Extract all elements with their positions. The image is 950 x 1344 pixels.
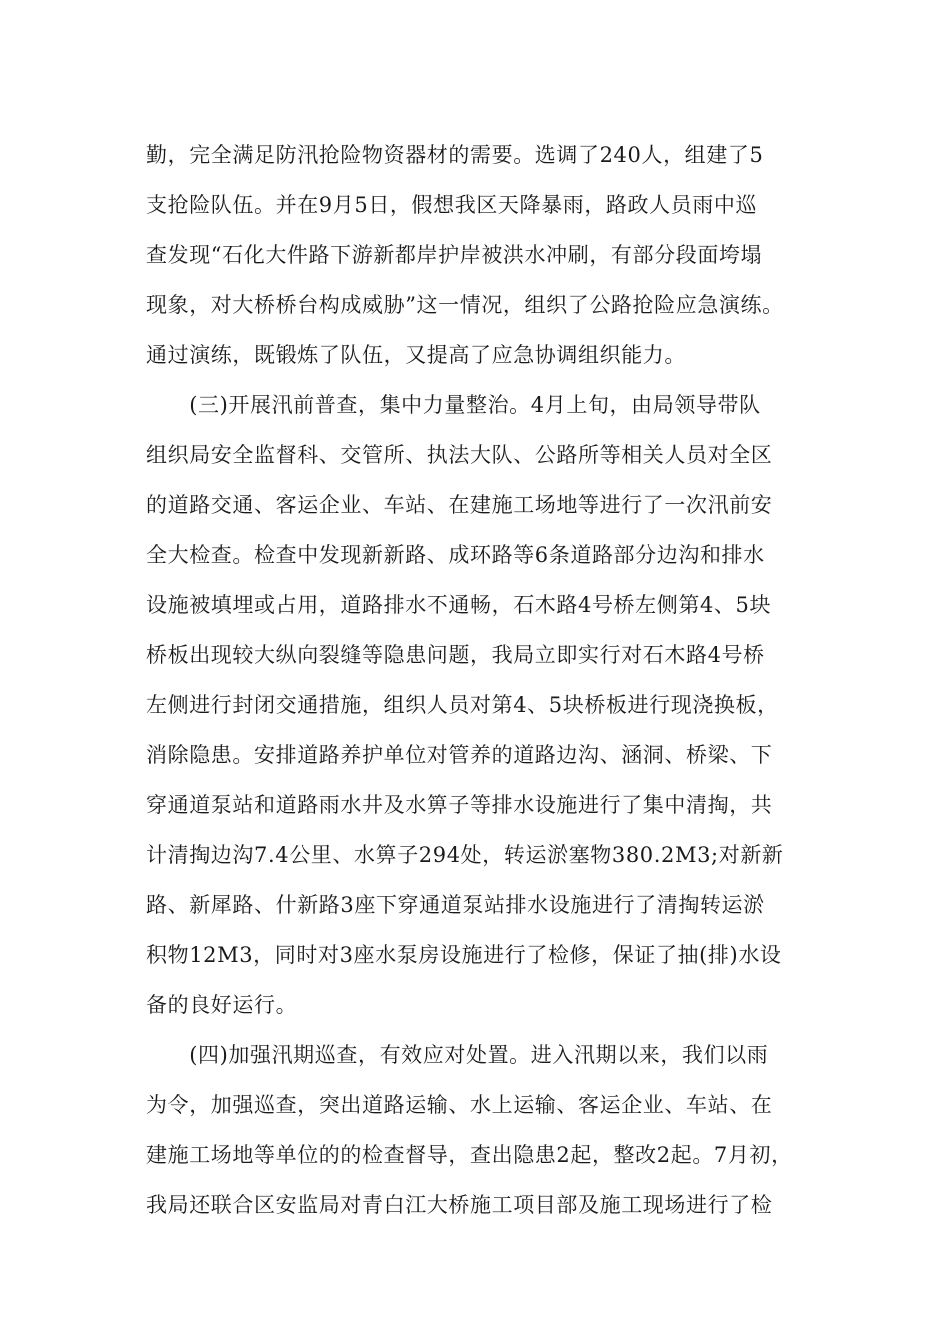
text-line: 左侧进行封闭交通措施，组织人员对第4、5块桥板进行现浇换板， bbox=[146, 693, 779, 717]
text-line: 消除隐患。安排道路养护单位对管养的道路边沟、涵洞、桥梁、下 bbox=[146, 743, 773, 767]
section-heading-line: (三)开展汛前普查，集中力量整治。4月上旬，由局领导带队 bbox=[146, 393, 761, 417]
text-line: 组织局安全监督科、交管所、执法大队、公路所等相关人员对全区 bbox=[146, 443, 773, 467]
text-line: 的道路交通、客运企业、车站、在建施工场地等进行了一次汛前安 bbox=[146, 493, 773, 517]
text-line: 备的良好运行。 bbox=[146, 993, 298, 1017]
text-line: 积物12M3，同时对3座水泵房设施进行了检修，保证了抽(排)水设 bbox=[146, 943, 782, 967]
text-line: 现象，对大桥桥台构成威胁”这一情况，组织了公路抢险应急演练。 bbox=[146, 293, 784, 317]
text-line: 勤，完全满足防汛抢险物资器材的需要。选调了240人，组建了5 bbox=[146, 143, 764, 167]
text-line: 支抢险队伍。并在9月5日，假想我区天降暴雨，路政人员雨中巡 bbox=[146, 193, 758, 217]
text-line: 通过演练，既锻炼了队伍，又提高了应急协调组织能力。 bbox=[146, 343, 686, 367]
text-line: 路、新犀路、什新路3座下穿通道泵站排水设施进行了清掏转运淤 bbox=[146, 893, 765, 917]
text-line: 我局还联合区安监局对青白江大桥施工项目部及施工现场进行了检 bbox=[146, 1193, 773, 1217]
text-line: 计清掏边沟7.4公里、水箅子294处，转运淤塞物380.2M3;对新新 bbox=[146, 843, 784, 867]
text-line: 查发现“石化大件路下游新都岸护岸被洪水冲刷，有部分段面垮塌 bbox=[146, 243, 763, 267]
text-line: 设施被填埋或占用，道路排水不通畅，石木路4号桥左侧第4、5块 bbox=[146, 593, 772, 617]
text-line: 为令，加强巡查，突出道路运输、水上运输、客运企业、车站、在 bbox=[146, 1093, 773, 1117]
text-line: 穿通道泵站和道路雨水井及水箅子等排水设施进行了集中清掏，共 bbox=[146, 793, 773, 817]
text-line: 建施工场地等单位的的检查督导，查出隐患2起，整改2起。7月初， bbox=[146, 1143, 793, 1167]
body-text bbox=[146, 130, 826, 1230]
section-heading-line: (四)加强汛期巡查，有效应对处置。进入汛期以来，我们以雨 bbox=[146, 1043, 769, 1067]
text-line: 全大检查。检查中发现新新路、成环路等6条道路部分边沟和排水 bbox=[146, 543, 765, 567]
text-line: 桥板出现较大纵向裂缝等隐患问题，我局立即实行对石木路4号桥 bbox=[146, 643, 765, 667]
